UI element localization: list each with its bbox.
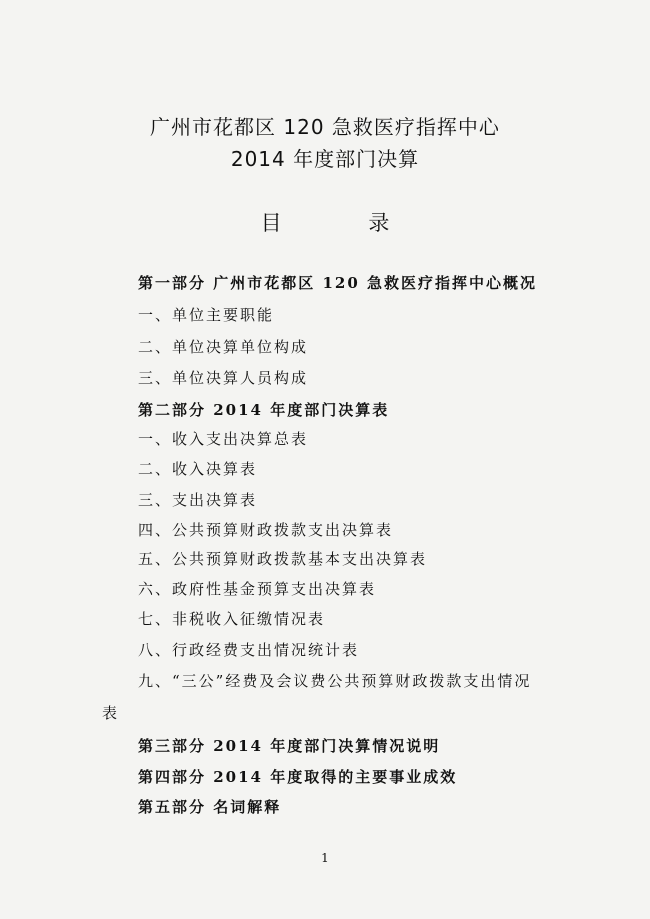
toc-item: 六、政府性基金预算支出决算表: [138, 580, 377, 598]
document-title-line2: 2014 年度部门决算: [230, 147, 420, 171]
toc-part-3: 第三部分 2014 年度部门决算情况说明: [138, 737, 441, 755]
toc-item: 八、行政经费支出情况统计表: [138, 641, 360, 659]
toc-item: 一、单位主要职能: [138, 306, 275, 324]
toc-part-1: 第一部分 广州市花都区 120 急救医疗指挥中心概况: [138, 274, 537, 292]
toc-item: 四、公共预算财政拨款支出决算表: [138, 521, 394, 539]
toc-part-5: 第五部分 名词解释: [138, 798, 282, 816]
toc-part-4: 第四部分 2014 年度取得的主要事业成效: [138, 768, 458, 786]
page-number: 1: [321, 851, 329, 865]
toc-item-wrap: 表: [102, 704, 120, 722]
toc-item: 二、收入决算表: [138, 460, 258, 478]
toc-item: 三、单位决算人员构成: [138, 369, 309, 387]
toc-item: 五、公共预算财政拨款基本支出决算表: [138, 550, 428, 568]
toc-item: 二、单位决算单位构成: [138, 338, 309, 356]
toc-heading: 目 录: [260, 211, 430, 235]
toc-item: 一、收入支出决算总表: [138, 430, 309, 448]
toc-item: 七、非税收入征缴情况表: [138, 610, 326, 628]
document-title-line1: 广州市花都区 120 急救医疗指挥中心: [150, 115, 500, 139]
toc-part-2: 第二部分 2014 年度部门决算表: [138, 401, 390, 419]
toc-item: 三、支出决算表: [138, 491, 258, 509]
toc-item: 九、“三公”经费及会议费公共预算财政拨款支出情况: [138, 672, 532, 690]
